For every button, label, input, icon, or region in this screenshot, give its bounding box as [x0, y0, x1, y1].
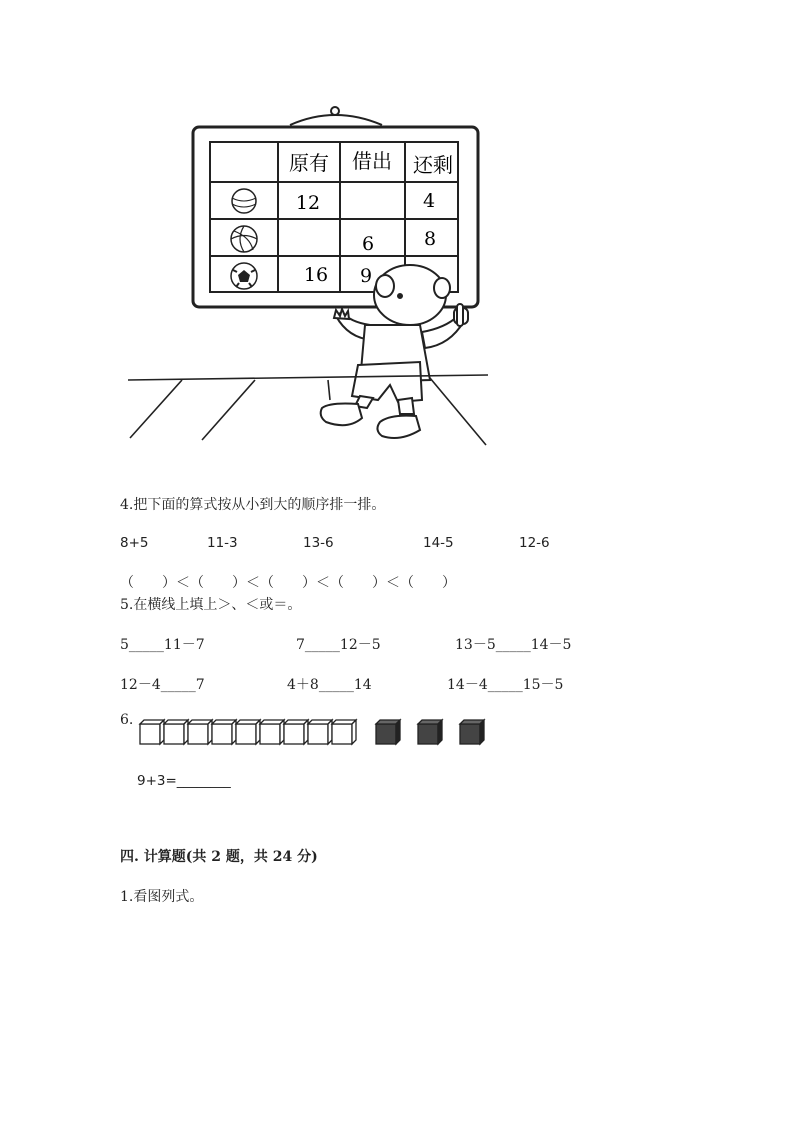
row1-original: 12: [295, 192, 321, 214]
header-remaining: 还剩: [413, 153, 453, 177]
q4-title: 4.把下面的算式按从小到大的顺序排一排。: [120, 497, 386, 513]
q4-expr-3: 13-6: [303, 535, 334, 551]
white-cube: [212, 720, 236, 744]
row2-lent: 6: [361, 233, 375, 255]
dark-cube: [418, 720, 442, 744]
q5-item-3[interactable]: 13－5_____14－5: [455, 637, 572, 653]
white-cube: [308, 720, 332, 744]
dark-cube: [460, 720, 484, 744]
white-cube: [236, 720, 260, 744]
row1-remaining: 4: [422, 190, 436, 212]
soccer-ball-icon: [231, 263, 257, 289]
header-original: 原有: [289, 151, 329, 175]
q4-expr-4: 14-5: [423, 535, 454, 551]
q5-item-5[interactable]: 4＋8_____14: [287, 677, 372, 693]
q4-order-line[interactable]: （ ）＜（ ）＜（ ）＜（ ）＜（ ）: [120, 575, 456, 591]
dark-cube: [376, 720, 400, 744]
q4-expr-2: 11-3: [207, 535, 238, 551]
white-cube: [284, 720, 308, 744]
q4-expr-5: 12-6: [519, 535, 550, 551]
q6-equation[interactable]: 9+3=________: [137, 773, 231, 789]
q5-item-6[interactable]: 14－4_____15－5: [447, 677, 564, 693]
white-cube: [332, 720, 356, 744]
section4-q1: 1.看图列式。: [120, 889, 204, 905]
q5-title: 5.在横线上填上＞、＜或＝。: [120, 597, 302, 613]
header-lent: 借出: [352, 149, 392, 173]
volleyball-icon: [231, 226, 257, 252]
white-cube: [188, 720, 212, 744]
row3-original: 16: [303, 264, 329, 286]
q6-cubes: [138, 718, 488, 748]
q5-item-1[interactable]: 5_____11－7: [120, 637, 205, 653]
row3-lent: 9: [359, 265, 373, 287]
q5-item-2[interactable]: 7_____12－5: [296, 637, 381, 653]
q5-item-4[interactable]: 12－4_____7: [120, 677, 205, 693]
basketball-icon: [232, 189, 256, 213]
q6-number: 6.: [120, 712, 134, 728]
q4-expr-1: 8+5: [120, 535, 149, 551]
row2-remaining: 8: [423, 228, 437, 250]
board-illustration: [120, 100, 500, 450]
white-cube: [164, 720, 188, 744]
white-cube: [260, 720, 284, 744]
white-cube: [140, 720, 164, 744]
section4-title: 四. 计算题(共 2 题，共 24 分): [120, 849, 318, 865]
